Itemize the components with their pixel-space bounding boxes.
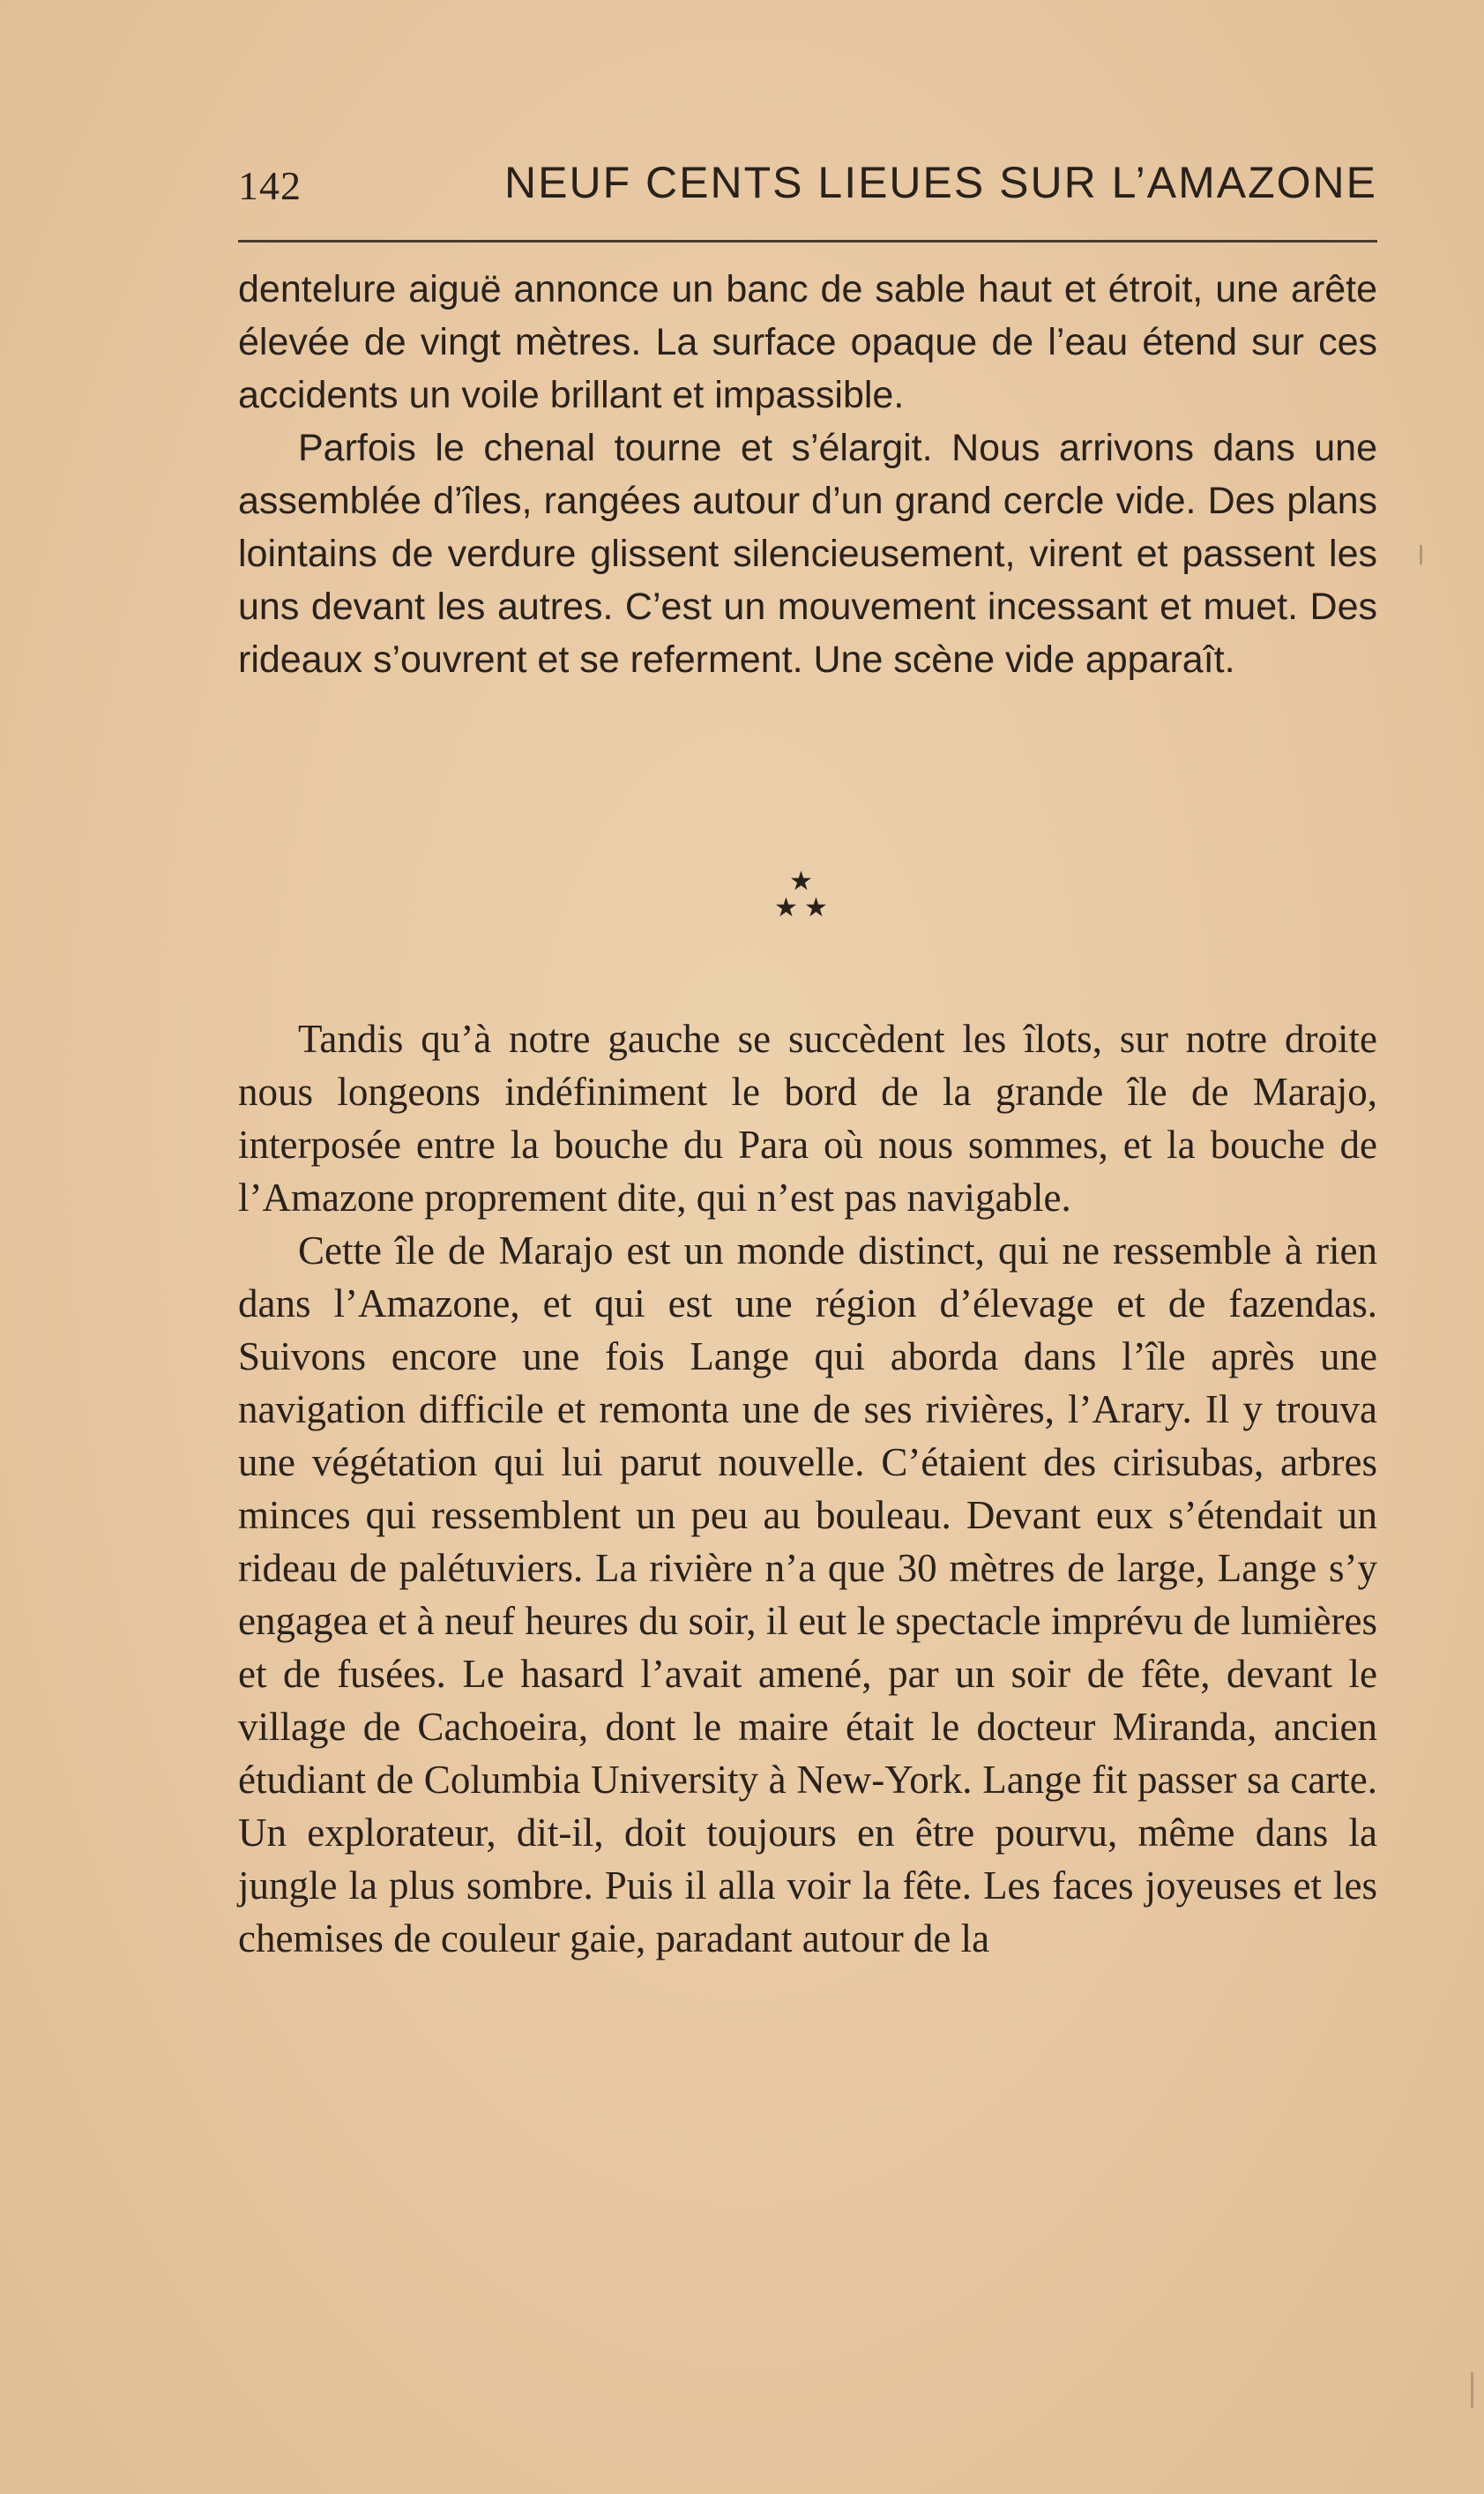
asterism-separator (749, 866, 855, 939)
page-header (238, 150, 1377, 229)
body-text-section-1 (238, 263, 1377, 686)
star-icon: ★ (789, 866, 813, 897)
margin-speck (1420, 545, 1422, 564)
star-icon: ★ (774, 892, 798, 923)
page-number: 142 (238, 163, 302, 208)
paragraph: dentelure aiguë annonce un banc de sable haut et étroit, une arête élevée de vingt mètres. La surface opaque de l’eau étend sur ces accidents un voile brillant et impassible. (238, 268, 1377, 416)
header-rule (238, 240, 1377, 243)
star-icon: ★ (804, 892, 828, 923)
running-title: NEUF CENTS LIEUES SUR L’AMAZONE (504, 158, 1377, 207)
paragraph: Tandis qu’à notre gauche se succèdent les îlots, sur notre droite nous longeons indéfiniment le bord de la grande île de Marajo, interposée entre la bouche du Para où nous sommes, et la bouche de l’Amazone proprement dite, qui n’est pas navigable. (238, 1017, 1377, 1220)
margin-speck (1471, 2372, 1473, 2408)
paragraph: Cette île de Marajo est un monde distinct, qui ne ressemble à rien dans l’Amazone, et qui est une région d’élevage et de fazendas. Suivons encore une fois Lange qui aborda dans l’île après une navigation difficile et remonta une de ses rivières, l’Arary. Il y trouva une végétation qui lui parut nouvelle. C’étaient des cirisubas, arbres minces qui ressemblent un peu au bouleau. Devant eux s’étendait un rideau de palétuviers. La rivière n’a que 30 mètres de large, Lange s’y engagea et à neuf heures du soir, il eut le spectacle imprévu de lumières et de fusées. Le hasard l’avait amené, par un soir de fête, devant le village de Cachoeira, dont le maire était le docteur Miranda, ancien étudiant de Columbia University à New-York. Lange fit passer sa carte. Un explorateur, dit-il, doit toujours en être pourvu, même dans la jungle la plus sombre. Puis il alla voir la fête. Les faces joyeuses et les chemises de couleur gaie, paradant autour de la (238, 1228, 1377, 1960)
paragraph: Parfois le chenal tourne et s’élargit. Nous arrivons dans une assemblée d’îles, rangées autour d’un grand cercle vide. Des plans lointains de verdure glissent silencieusement, virent et passent les uns devant les autres. C’est un mouvement incessant et muet. Des rideaux s’ouvrent et se referment. Une scène vide apparaît. (238, 427, 1377, 681)
body-text-section-2 (238, 1012, 1377, 1965)
